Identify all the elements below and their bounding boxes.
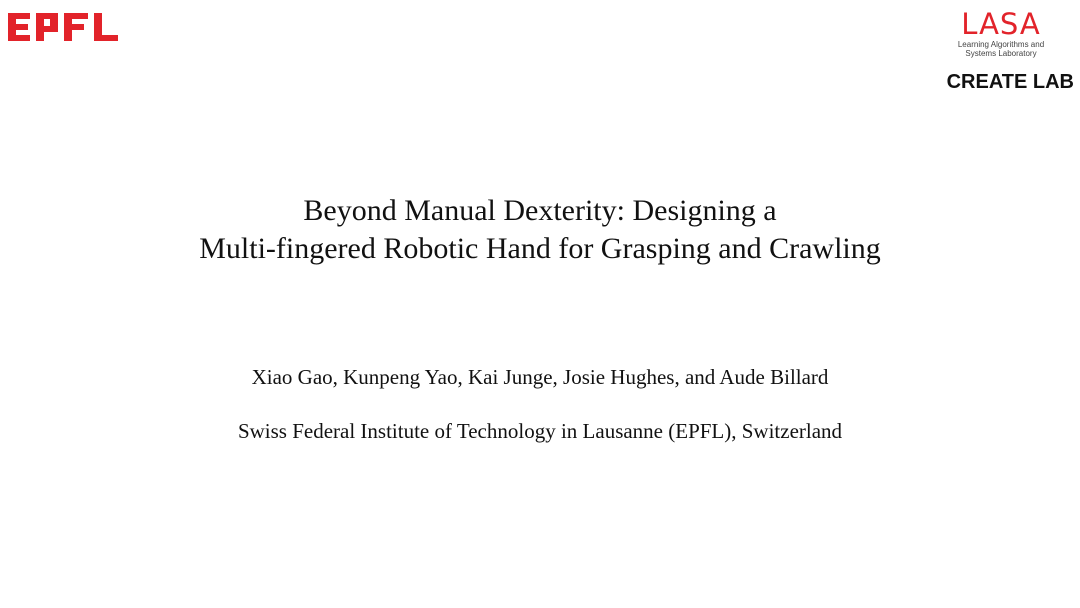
slide-title-line2: Multi-fingered Robotic Hand for Grasping and Crawling [199,232,881,265]
epfl-logo [6,10,122,44]
lasa-logo-title: LASA [961,7,1041,41]
slide-title [0,192,1080,268]
lasa-logo-subtitle-line1: Learning Algorithms and [957,40,1045,49]
slide-title-line1: Beyond Manual Dexterity: Designing a [303,194,777,227]
slide-affiliation: Swiss Federal Institute of Technology in Lausanne (EPFL), Switzerland [237,419,843,443]
lasa-logo-subtitle-line2: Systems Laboratory [965,49,1037,58]
lasa-logo [946,8,1056,58]
slide-authors: Xiao Gao, Kunpeng Yao, Kai Junge, Josie Hughes, and Aude Billard [251,365,829,389]
create-lab-logo: CREATE LAB [946,71,1074,93]
